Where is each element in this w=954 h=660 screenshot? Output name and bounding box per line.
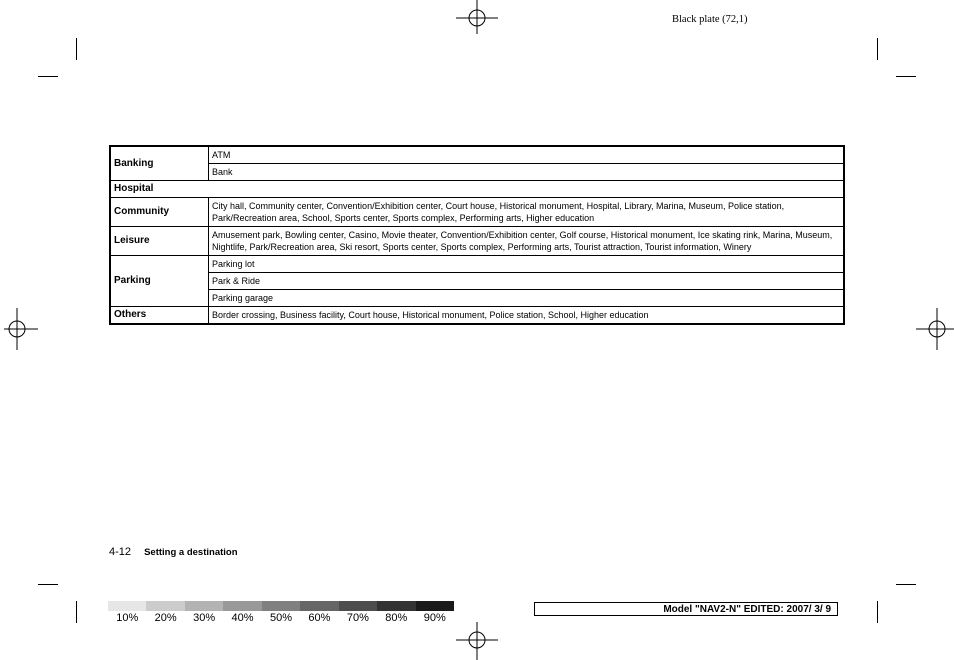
- section-title: Setting a destination: [144, 547, 238, 558]
- gradient-label: 20%: [154, 612, 177, 624]
- gradient-label: 10%: [116, 612, 139, 624]
- item-cell: Parking garage: [209, 290, 845, 307]
- category-cell: Parking: [110, 256, 209, 307]
- plate-label: Black plate (72,1): [672, 14, 748, 25]
- item-cell: City hall, Community center, Convention/Exhibition center, Court house, Historical monument, Hospital, Library, Marina, Museum, Police station, Park/Recreation area, School, Sports center, Sports complex, Performing arts, Higher education: [209, 198, 845, 227]
- item-cell: ATM: [209, 146, 845, 164]
- table-row: [110, 256, 844, 273]
- gradient-label: 80%: [385, 612, 408, 624]
- gradient-label: 60%: [308, 612, 331, 624]
- category-cell: Hospital: [110, 181, 844, 198]
- page-footer: [109, 546, 238, 558]
- category-cell: Leisure: [110, 227, 209, 256]
- registration-mark-left: [0, 308, 42, 350]
- item-cell: Bank: [209, 164, 845, 181]
- item-cell: Border crossing, Business facility, Court house, Historical monument, Police station, School, Higher education: [209, 307, 845, 325]
- category-cell: Banking: [110, 146, 209, 181]
- registration-mark-top: [456, 0, 498, 42]
- table-row: [110, 164, 844, 181]
- model-edited-box: Model "NAV2-N" EDITED: 2007/ 3/ 9: [534, 602, 838, 616]
- table-row: [110, 227, 844, 256]
- gradient-label: 90%: [423, 612, 446, 624]
- gradient-label: 70%: [346, 612, 369, 624]
- table-row: [110, 273, 844, 290]
- gradient-labels: [108, 612, 454, 624]
- table-row: [110, 198, 844, 227]
- poi-category-table: [109, 145, 845, 325]
- gradient-label: 50%: [269, 612, 292, 624]
- registration-mark-right: [912, 308, 954, 350]
- item-cell: Amusement park, Bowling center, Casino, Movie theater, Convention/Exhibition center, Golf course, Historical monument, Ice skating rink, Marina, Museum, Nightlife, Park/Recreation area, Ski resort, Sports center, Sports complex, Performing arts, Tourist attraction, Tourist information, Winery: [209, 227, 845, 256]
- category-cell: Others: [110, 307, 209, 325]
- category-cell: Community: [110, 198, 209, 227]
- gradient-label: 40%: [231, 612, 254, 624]
- table-row: [110, 307, 844, 325]
- page-number: 4-12: [109, 546, 132, 558]
- gradient-scale: [108, 601, 454, 611]
- table-row: [110, 181, 844, 198]
- registration-mark-bottom: [456, 618, 498, 660]
- gradient-label: 30%: [193, 612, 216, 624]
- table-row: [110, 146, 844, 164]
- item-cell: Park & Ride: [209, 273, 845, 290]
- table-row: [110, 290, 844, 307]
- item-cell: Parking lot: [209, 256, 845, 273]
